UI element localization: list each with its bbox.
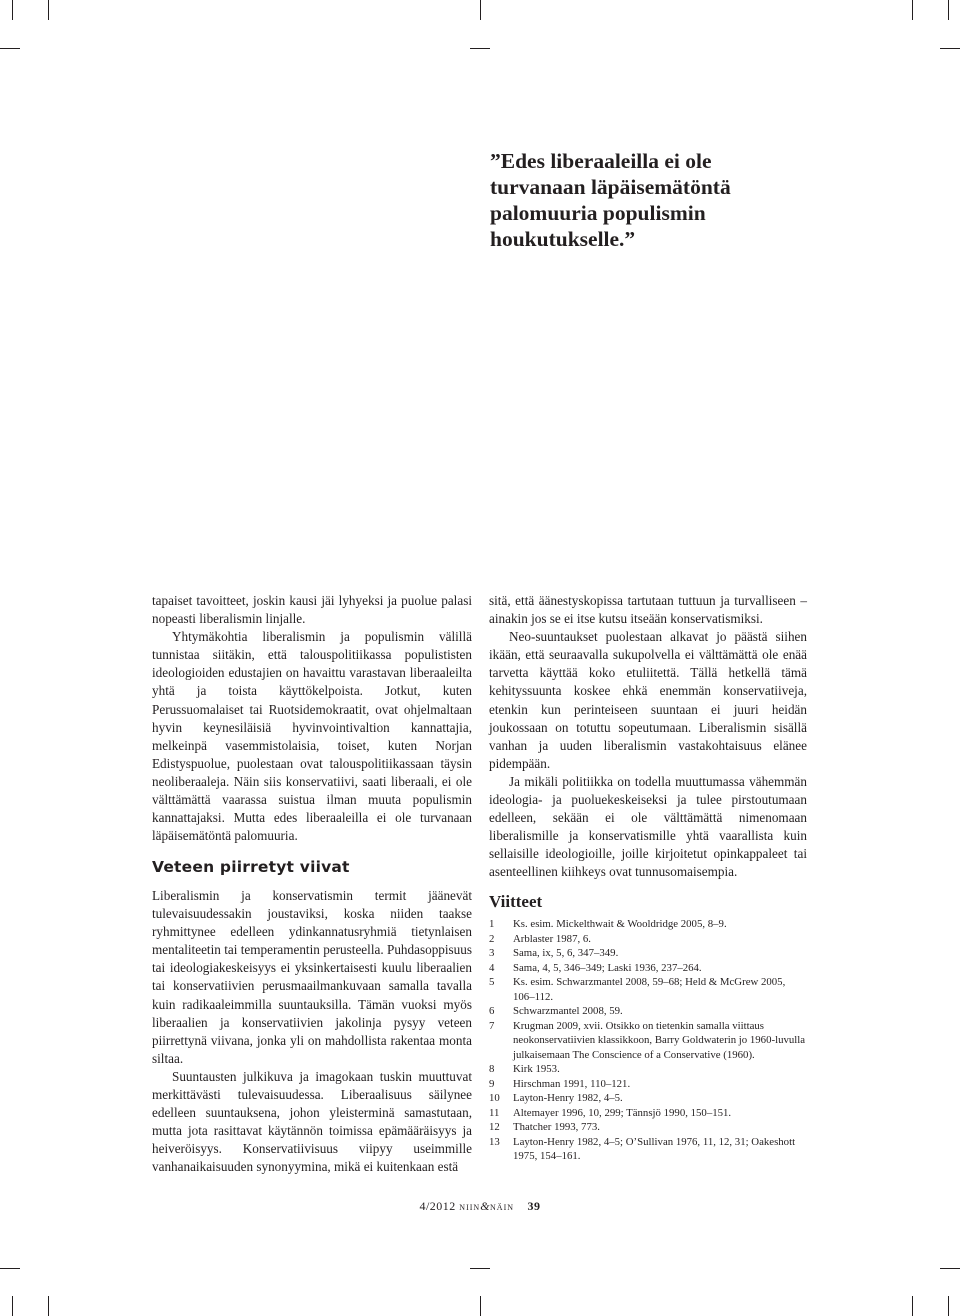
pull-quote-line: houkutukselle.” xyxy=(490,227,636,251)
note-number: 7 xyxy=(489,1019,495,1032)
left-column-text xyxy=(152,592,472,845)
crop-mark xyxy=(912,1296,913,1316)
crop-mark xyxy=(940,1268,960,1269)
note-text: Layton-Henry 1982, 4–5. xyxy=(513,1092,623,1104)
crop-mark xyxy=(480,1296,481,1316)
note-item xyxy=(489,932,809,947)
note-item xyxy=(489,1106,809,1121)
note-item xyxy=(489,946,809,961)
note-text: Ks. esim. Schwarzmantel 2008, 59–68; Held & McGrew 2005, 106–112. xyxy=(513,976,786,1003)
note-item xyxy=(489,975,809,1004)
page-number: 39 xyxy=(527,1199,541,1213)
crop-mark xyxy=(12,1296,13,1316)
note-number: 4 xyxy=(489,961,495,974)
note-number: 3 xyxy=(489,947,495,959)
note-text: Sama, 4, 5, 346–349; Laski 1936, 237–264. xyxy=(513,961,702,974)
note-item xyxy=(489,961,809,976)
notes-heading: Viitteet xyxy=(489,892,543,911)
note-item xyxy=(489,1004,809,1019)
note-number: 10 xyxy=(489,1092,500,1104)
pull-quote xyxy=(490,148,790,252)
note-number: 2 xyxy=(489,932,495,945)
note-text: Thatcher 1993, 773. xyxy=(513,1121,600,1133)
body-paragraph: tapaiset tavoitteet, joskin kausi jäi lyhyeksi ja puolue palasi nopeasti liberalismin linjalle. xyxy=(152,593,472,627)
pull-quote-line: palomuuria populismin xyxy=(490,201,706,225)
note-number: 9 xyxy=(489,1077,495,1090)
note-text: Sama, ix, 5, 6, 347–349. xyxy=(513,947,619,959)
note-item xyxy=(489,1062,809,1077)
body-paragraph: Yhtymäkohtia liberalismin ja populismin välillä tunnistaa siitäkin, että talouspolitiikassa populististen ideologioiden edustajien on havaittu varastavan liberaaleilta yhtä ja toista käyttökelpoista. Jotkut, kuten Perussuomalaiset tai Ruotsidemokraatit, ovat ohjelmaltaan hyvin keynesiläisiä hyvinvointivaltion kannattajia, melkeinpä vasemmistolaisia, toiset, kuten Norjan Edistyspuolue, puolestaan ovat talouspolitiikassaan täysin neoliberaaleja. Näin siis konservatiivi, saati liberaali, ei ole välttämättä vaarassa suistua ilman muuta populismin kannattajaksi. Mutta edes liberaaleilla ei ole turvanaan läpäisemätöntä palomuuria. xyxy=(152,629,472,844)
note-item xyxy=(489,1077,809,1092)
note-number: 13 xyxy=(489,1135,500,1148)
note-text: Kirk 1953. xyxy=(513,1063,560,1075)
note-number: 11 xyxy=(489,1106,500,1119)
note-text: Krugman 2009, xvii. Otsikko on tietenkin samalla viittaus neokonservatiivien klassikkoon, Barry Goldwaterin jo 1960-luvulla julkaisemaan The Conscience of a Conservative (1960). xyxy=(513,1019,806,1061)
body-paragraph: sitä, että äänestyskopissa tartutaan tuttuun ja turvalliseen – ainakin jos se ei itse kutsu itseään konservatismiksi. xyxy=(489,593,807,627)
crop-mark xyxy=(470,1268,490,1269)
crop-mark xyxy=(912,0,913,20)
body-paragraph: Liberalismin ja konservatismin termit jäänevät tulevaisuudessakin joustaviksi, koska niiden taakse ryhmittynee edelleen ydinkannatusryhmiä tietynlaisen mentaliteetin tai temperamentin perusteella. Puhdasoppisuus tai ideologiakeskeisyys ei yksinkertaisesti kuulu liberaalien tai konservatiivien perusmaailmankuvaan samalla tavalla kuin radikaaleimmilla suuntauksilla. Tämän vuoksi myös liberaalien ja konservatiivien jakolinja pysyy veteen piirrettynä viivana, jonka yli on mahdollista rakentaa monta siltaa. xyxy=(152,888,472,1066)
section-body xyxy=(152,887,472,1177)
right-column-text xyxy=(489,592,807,882)
magazine-name-part: niin xyxy=(459,1199,481,1213)
note-text: Arblaster 1987, 6. xyxy=(513,932,591,945)
pull-quote-line: turvanaan läpäisemätöntä xyxy=(490,175,731,199)
note-number: 1 xyxy=(489,918,495,930)
crop-mark xyxy=(0,1268,20,1269)
crop-mark xyxy=(480,0,481,20)
note-number: 12 xyxy=(489,1121,500,1133)
note-item xyxy=(489,1135,809,1164)
issue-number: 4/2012 xyxy=(419,1199,456,1213)
section-heading: Veteen piirretyt viivat xyxy=(152,858,350,876)
crop-mark xyxy=(948,0,949,20)
body-paragraph: Neo-suuntaukset puolestaan alkavat jo päästä siihen ikään, että seuraavalla sukupolvella ei välttämättä ole enää tarvetta käyttää koko etuliitettä. Tällä hetkellä tämä kehityssuunta koskee ehkä enemmän konservatiiveja, etenkin kun perinteiseen suuntaan ei juuri heidän joukossaan on totuttu sopeutumaan. Liberalismin sisällä vanhan ja uuden liberalismin vastakohtaisuus elänee pidempään. xyxy=(489,629,807,771)
crop-mark xyxy=(48,1296,49,1316)
note-number: 6 xyxy=(489,1005,495,1017)
magazine-name-part: näin xyxy=(490,1199,515,1213)
page-footer xyxy=(0,1199,960,1214)
note-item xyxy=(489,917,809,932)
note-item xyxy=(489,1019,809,1063)
note-number: 8 xyxy=(489,1063,495,1075)
body-paragraph: Suuntausten julkikuva ja imagokaan tuskin muuttuvat merkittävästi tulevaisuudessa. Liberaalisuus säilynee edelleen suuntauksena, johon yleisterminä samastutaan, mutta jota rasittavat käytännön toimissa epämääräisyys ja heiveröisyys. Konservatiivisuus viipyy useimmille vanhanaikaisuuden synonyymina, mikä ei kuitenkaan estä xyxy=(152,1068,472,1175)
note-text: Hirschman 1991, 110–121. xyxy=(513,1077,631,1090)
note-text: Altemayer 1996, 10, 299; Tännsjö 1990, 150–151. xyxy=(513,1106,732,1119)
crop-mark xyxy=(48,0,49,20)
crop-mark xyxy=(12,0,13,20)
notes-list xyxy=(489,917,809,1164)
crop-mark xyxy=(940,48,960,49)
crop-mark xyxy=(470,48,490,49)
body-paragraph: Ja mikäli politiikka on todella muuttumassa vähemmän ideologia- ja puoluekeskeiseksi ja tulee pirstoutumaan edelleen, sekään ei ole välttämättä nimenomaan liberalismille ja konservatismille yhtä vaarallista kuin sellaisille ideologioille, joille kirjoitetut opinkappaleet tai asenteellinen kiihkeys ovat tunnusomaisempia. xyxy=(489,773,807,880)
note-text: Schwarzmantel 2008, 59. xyxy=(513,1005,623,1017)
crop-mark xyxy=(948,1296,949,1316)
note-text: Ks. esim. Mickelthwait & Wooldridge 2005, 8–9. xyxy=(513,918,727,930)
note-number: 5 xyxy=(489,976,495,988)
pull-quote-line: ”Edes liberaaleilla ei ole xyxy=(490,149,712,173)
crop-mark xyxy=(0,48,20,49)
note-text: Layton-Henry 1982, 4–5; O’Sullivan 1976, 11, 12, 31; Oakeshott 1975, 154–161. xyxy=(513,1135,796,1162)
note-item xyxy=(489,1120,809,1135)
magazine-ampersand: & xyxy=(480,1199,491,1213)
note-item xyxy=(489,1091,809,1106)
